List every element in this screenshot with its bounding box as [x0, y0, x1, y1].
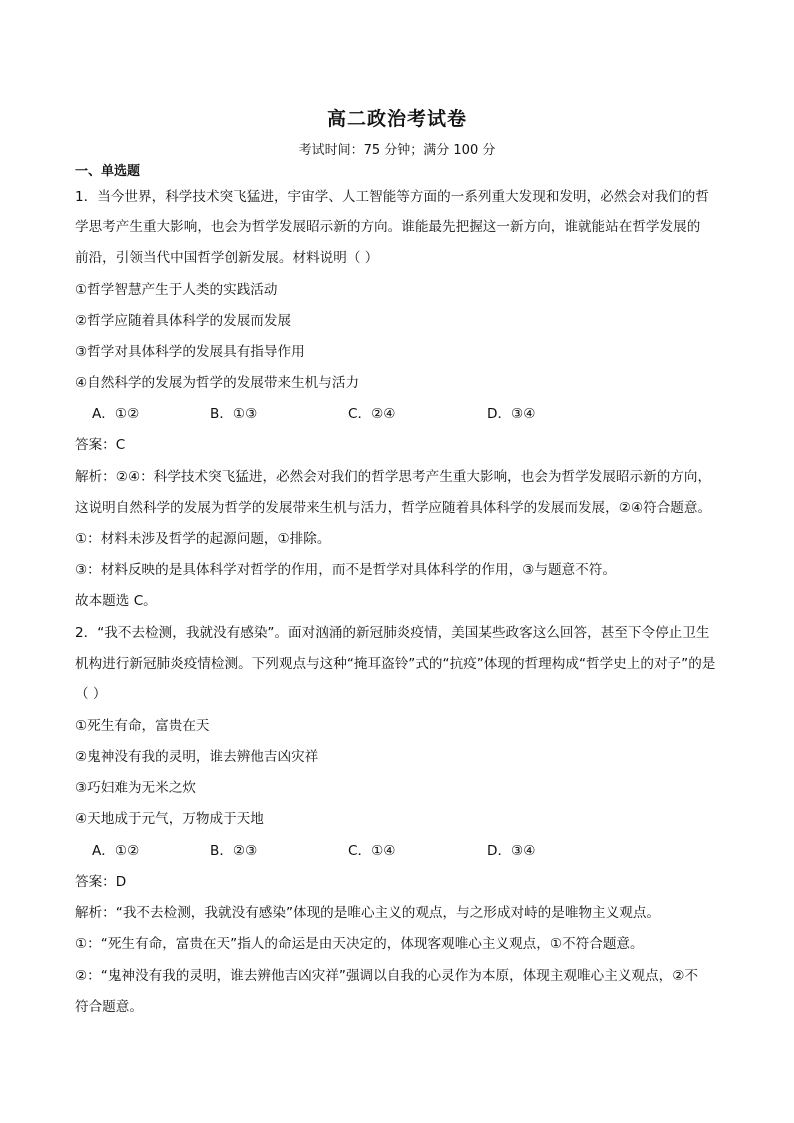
q2-option: ①死生有命，富贵在天 [75, 718, 210, 734]
q2-analysis-line: 解析：“我不去检测，我就没有感染”体现的是唯心主义的观点，与之形成对峙的是唯物主义观点。 [75, 905, 661, 921]
q1-analysis-line: 解析：②④：科学技术突飞猛进，必然会对我们的哲学思考产生重大影响，也会为哲学发展昭示新的方向， [75, 469, 712, 485]
choice-b: B．①③ [210, 406, 258, 422]
q2-option: ②鬼神没有我的灵明，谁去辨他吉凶灾祥 [75, 749, 319, 765]
q1-answer: 答案：C [75, 437, 126, 453]
q1-option: ③哲学对具体科学的发展具有指导作用 [75, 344, 305, 360]
q1-option: ④自然科学的发展为哲学的发展带来生机与活力 [75, 375, 360, 391]
exam-info: 考试时间：75 分钟；满分 100 分 [298, 143, 496, 158]
choice-c: C．①④ [348, 843, 396, 859]
q1-analysis-line: ③：材料反映的是具体科学对哲学的作用，而不是哲学对具体科学的作用，③与题意不符。 [75, 562, 616, 578]
q2-stem-line: （ ） [75, 686, 107, 702]
choice-d: D．③④ [487, 843, 536, 859]
q2-analysis-line: ①：“死生有命，富贵在天”指人的命运是由天决定的，体现客观唯心主义观点，①不符合题意。 [75, 936, 644, 952]
q1-stem-line: 1．当今世界，科学技术突飞猛进，宇宙学、人工智能等方面的一系列重大发现和发明，必然会对我们的哲 [75, 189, 709, 205]
q1-option: ②哲学应随着具体科学的发展而发展 [75, 313, 292, 329]
choice-a: A．①② [92, 843, 140, 859]
q1-analysis-line: 这说明自然科学的发展为哲学的发展带来生机与活力，哲学应随着具体科学的发展而发展，②④符合题意。 [75, 500, 712, 516]
section-heading: 一、单选题 [75, 164, 141, 179]
q1-option: ①哲学智慧产生于人类的实践活动 [75, 282, 278, 298]
choice-d: D．③④ [487, 406, 536, 422]
choice-c: C．②④ [348, 406, 396, 422]
q2-stem-line: 2．“我不去检测，我就没有感染”。面对汹涌的新冠肺炎疫情，美国某些政客这么回答，甚至下令停止卫生 [75, 625, 710, 641]
q2-analysis-line: ②：“鬼神没有我的灵明，谁去辨他吉凶灾祥”强调以自我的心灵作为本原，体现主观唯心主义观点，②不 [75, 968, 698, 984]
q2-option: ③巧妇难为无米之炊 [75, 780, 196, 796]
q2-option: ④天地成于元气，万物成于天地 [75, 811, 264, 827]
q2-answer: 答案：D [75, 874, 127, 890]
page-title: 高二政治考试卷 [326, 108, 467, 130]
q2-analysis-line: 符合题意。 [75, 999, 143, 1015]
q1-stem-line: 前沿，引领当代中国哲学创新发展。材料说明（ ） [75, 250, 379, 266]
choice-b: B．②③ [210, 843, 258, 859]
choice-a: A．①② [92, 406, 140, 422]
q1-analysis-line: 故本题选 C。 [75, 593, 157, 609]
q1-stem-line: 学思考产生重大影响，也会为哲学发展昭示新的方向。谁能最先把握这一新方向，谁就能站在哲学发展的 [75, 219, 701, 235]
q1-analysis-line: ①：材料未涉及哲学的起源问题，①排除。 [75, 531, 331, 547]
q2-stem-line: 机构进行新冠肺炎疫情检测。下列观点与这种“掩耳盗铃”式的“抗疫”体现的哲理构成“哲学史上的对子”的是 [75, 656, 716, 672]
